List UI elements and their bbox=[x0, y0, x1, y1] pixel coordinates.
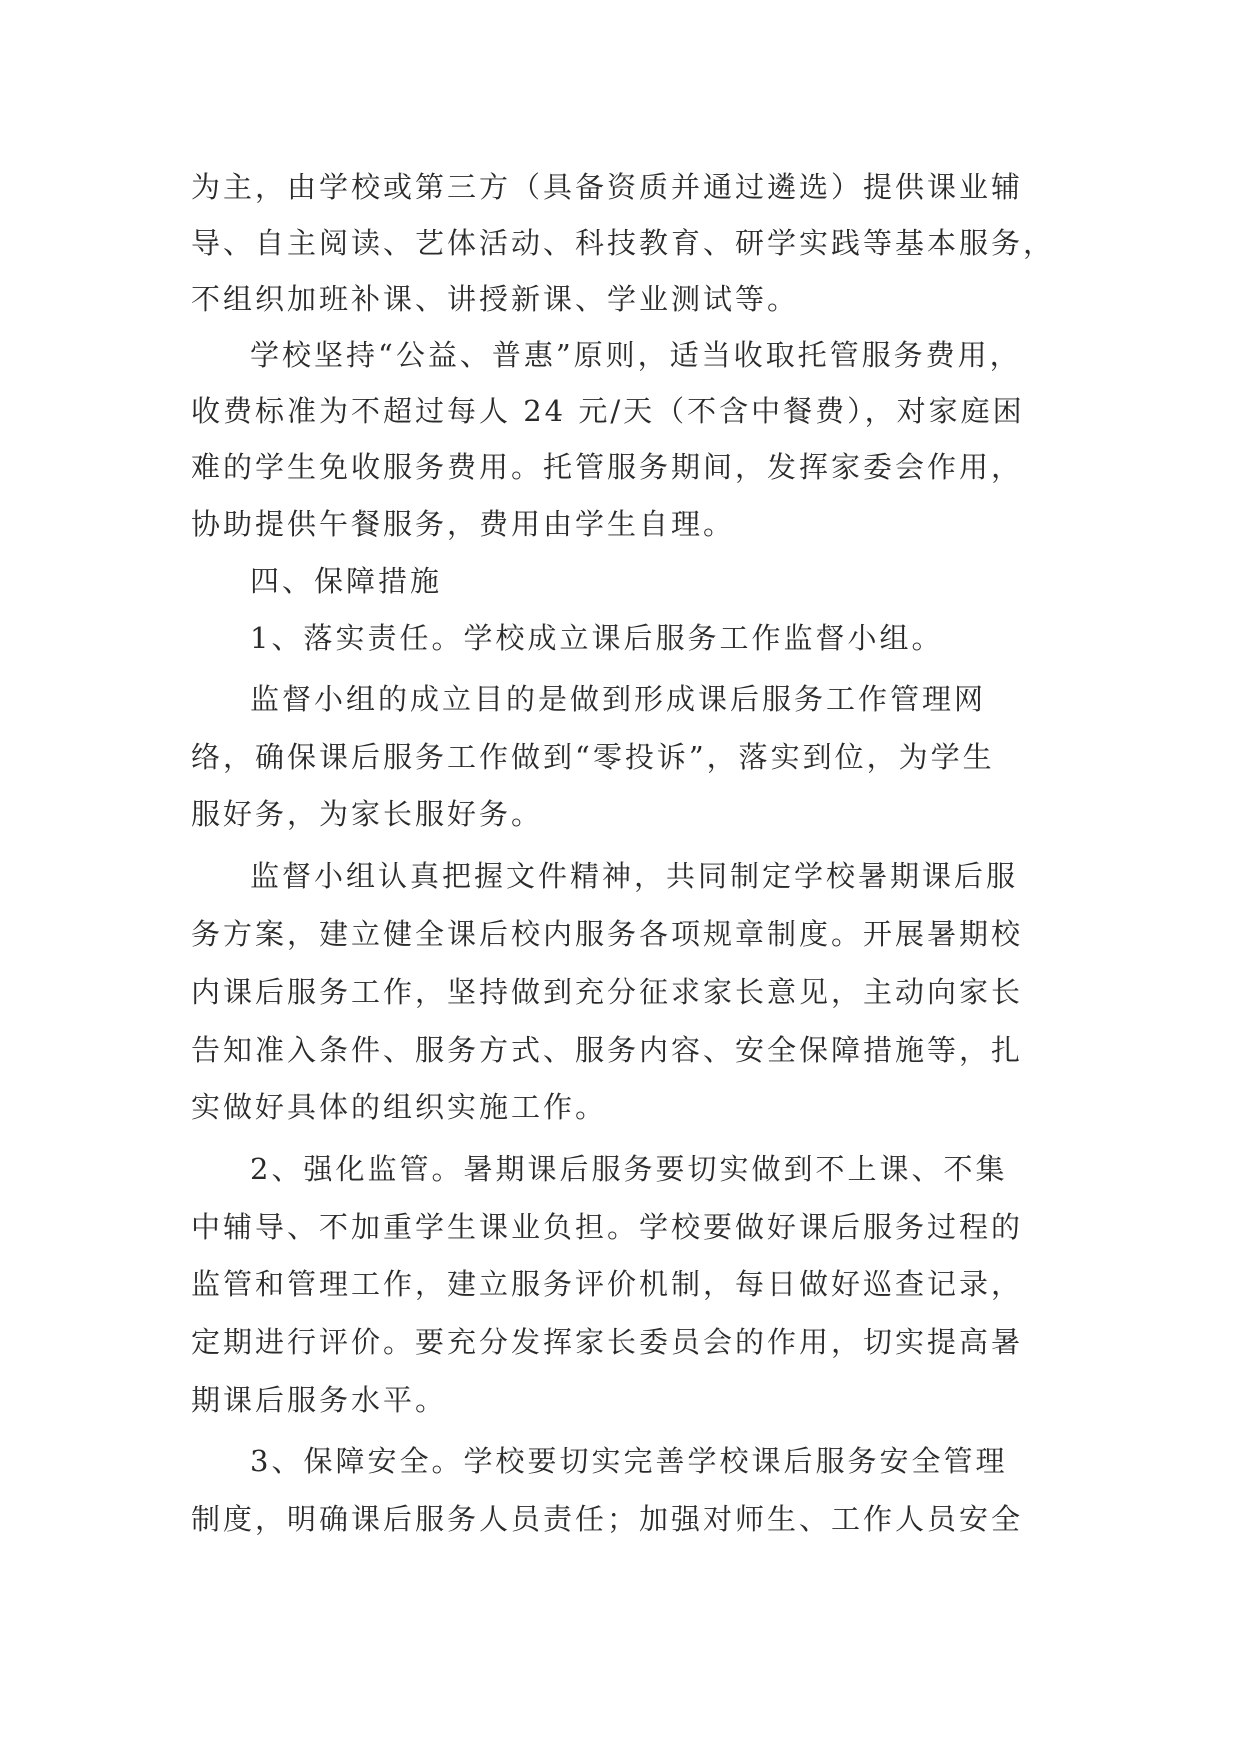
text-line: 中辅导、不加重学生课业负担。学校要做好课后服务过程的 bbox=[191, 1210, 1024, 1244]
text-line: 为主，由学校或第三方（具备资质并通过遴选）提供课业辅 bbox=[191, 170, 1024, 204]
text-line: 难的学生免收服务费用。托管服务期间，发挥家委会作用， bbox=[191, 450, 1024, 484]
text-line: 3、保障安全。学校要切实完善学校课后服务安全管理 bbox=[250, 1444, 1008, 1478]
text-line: 务方案，建立健全课后校内服务各项规章制度。开展暑期校 bbox=[191, 917, 1024, 951]
text-line: 1、落实责任。学校成立课后服务工作监督小组。 bbox=[250, 621, 944, 655]
text-line: 协助提供午餐服务，费用由学生自理。 bbox=[191, 507, 736, 541]
text-line: 2、强化监管。暑期课后服务要切实做到不上课、不集 bbox=[250, 1152, 1008, 1186]
text-line: 定期进行评价。要充分发挥家长委员会的作用，切实提高暑 bbox=[191, 1325, 1024, 1359]
section-heading: 四、保障措施 bbox=[250, 564, 443, 598]
text-line: 络，确保课后服务工作做到“零投诉”，落实到位，为学生 bbox=[191, 740, 995, 774]
text-line: 制度，明确课后服务人员责任；加强对师生、工作人员安全 bbox=[191, 1502, 1024, 1536]
text-line: 内课后服务工作，坚持做到充分征求家长意见，主动向家长 bbox=[191, 975, 1024, 1009]
text-line: 学校坚持“公益、普惠”原则，适当收取托管服务费用， bbox=[250, 338, 1022, 372]
text-line: 导、自主阅读、艺体活动、科技教育、研学实践等基本服务， bbox=[191, 226, 1056, 260]
text-line: 监督小组认真把握文件精神，共同制定学校暑期课后服 bbox=[250, 859, 1019, 893]
text-line: 期课后服务水平。 bbox=[191, 1383, 448, 1417]
text-line: 不组织加班补课、讲授新课、学业测试等。 bbox=[191, 282, 800, 316]
text-line: 监督小组的成立目的是做到形成课后服务工作管理网 bbox=[250, 682, 987, 716]
text-line: 实做好具体的组织实施工作。 bbox=[191, 1090, 608, 1124]
text-line: 监管和管理工作，建立服务评价机制，每日做好巡查记录， bbox=[191, 1267, 1024, 1301]
text-line: 告知准入条件、服务方式、服务内容、安全保障措施等，扎 bbox=[191, 1033, 1024, 1067]
text-line: 收费标准为不超过每人 24 元/天（不含中餐费），对家庭困 bbox=[191, 394, 1025, 428]
text-line: 服好务，为家长服好务。 bbox=[191, 797, 544, 831]
